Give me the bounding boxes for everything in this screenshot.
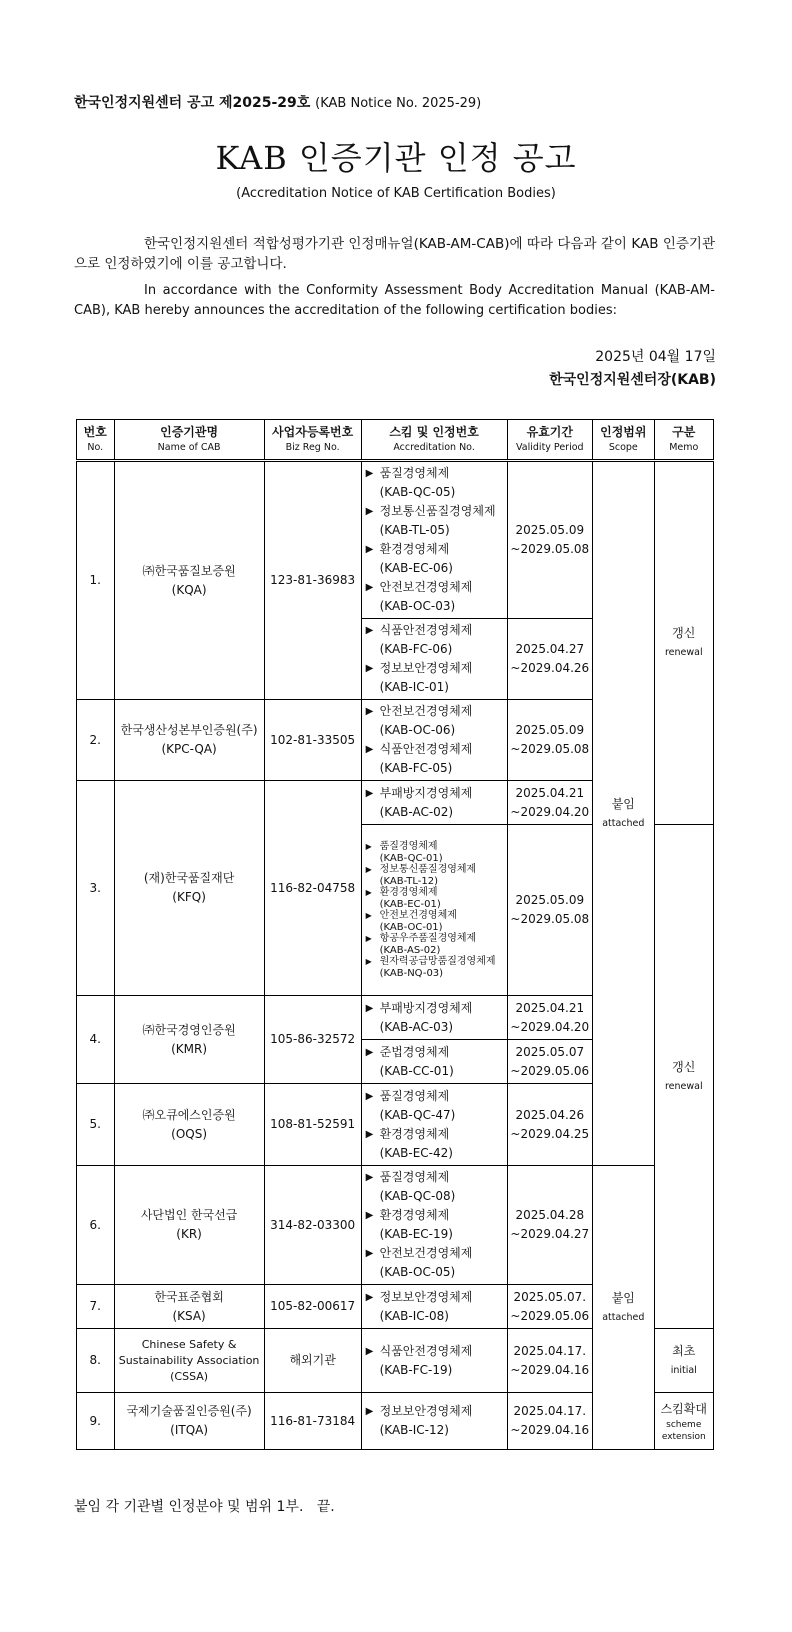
- header-validity: 유효기간 Validity Period: [507, 420, 592, 461]
- validity-period: 2025.04.28 ~2029.04.27: [507, 1166, 592, 1285]
- biz-reg-no: 314-82-03300: [264, 1166, 361, 1285]
- scheme-item: ▶ 품질경영체제 (KAB-QC-05): [366, 464, 503, 502]
- validity-period: 2025.04.17. ~2029.04.16: [507, 1329, 592, 1393]
- row-no: 3.: [77, 781, 115, 996]
- notice-number: [74, 92, 481, 112]
- biz-reg-no: 105-82-00617: [264, 1285, 361, 1329]
- cab-name: 한국생산성본부인증원(주) (KPC-QA): [114, 700, 264, 781]
- page-subtitle: (Accreditation Notice of KAB Certification Bodies): [236, 186, 556, 201]
- notice-number-en: (KAB Notice No. 2025-29): [315, 96, 482, 111]
- row-no: 5.: [77, 1084, 115, 1166]
- row-no: 6.: [77, 1166, 115, 1285]
- header-name: 인증기관명 Name of CAB: [114, 420, 264, 461]
- scheme-item: ▶ 정보보안경영체제 (KAB-IC-01): [366, 659, 503, 697]
- scheme-list: [361, 996, 507, 1040]
- scheme-list: [361, 700, 507, 781]
- validity-period: 2025.05.09 ~2029.05.08: [507, 461, 592, 619]
- scheme-item: ▶ 정보통신품질경영체제 (KAB-TL-05): [366, 502, 503, 540]
- header-scope: 인정범위 Scope: [593, 420, 655, 461]
- biz-reg-no: 123-81-36983: [264, 461, 361, 700]
- scheme-item: ▶ 항공우주품질경영체제 (KAB-AS-02): [366, 933, 503, 956]
- memo-cell-renewal-2: 갱신 renewal: [654, 825, 713, 1329]
- scheme-item: ▶ 환경경영체제 (KAB-EC-42): [366, 1125, 503, 1163]
- scheme-item: ▶ 안전보건경영체제 (KAB-OC-01): [366, 910, 503, 933]
- scheme-list: [361, 1393, 507, 1450]
- scheme-list: [361, 1285, 507, 1329]
- memo-cell-initial: 최초 initial: [654, 1329, 713, 1393]
- biz-reg-no: 102-81-33505: [264, 700, 361, 781]
- scheme-item: ▶ 정보보안경영체제 (KAB-IC-12): [366, 1402, 503, 1440]
- scheme-list: [361, 619, 507, 700]
- memo-cell-extension: 스킴확대 scheme extension: [654, 1393, 713, 1450]
- cab-name: Chinese Safety & Sustainability Association (CSSA): [114, 1329, 264, 1393]
- header-memo: 구분 Memo: [654, 420, 713, 461]
- scheme-item: ▶ 안전보건경영체제 (KAB-OC-05): [366, 1244, 503, 1282]
- page-title: KAB 인증기관 인정 공고: [215, 139, 577, 177]
- scheme-list: [361, 1166, 507, 1285]
- cab-name: (재)한국품질재단 (KFQ): [114, 781, 264, 996]
- cab-name: 사단법인 한국선급 (KR): [114, 1166, 264, 1285]
- validity-period: 2025.05.07. ~2029.05.06: [507, 1285, 592, 1329]
- validity-period: 2025.04.17. ~2029.04.16: [507, 1393, 592, 1450]
- intro-paragraph-ko: 한국인정지원센터 적합성평가기관 인정매뉴얼(KAB-AM-CAB)에 따라 다음과 같이 KAB 인증기관으로 인정하였기에 이를 공고합니다.: [74, 236, 716, 272]
- scheme-item: ▶ 식품안전경영체제 (KAB-FC-06): [366, 621, 503, 659]
- cab-name: ㈜오큐에스인증원 (OQS): [114, 1084, 264, 1166]
- scheme-list: [361, 825, 507, 996]
- scheme-item: ▶ 부패방지경영체제 (KAB-AC-02): [366, 784, 503, 822]
- scheme-list: [361, 781, 507, 825]
- biz-reg-no: 해외기관: [264, 1329, 361, 1393]
- scheme-item: ▶ 품질경영체제 (KAB-QC-08): [366, 1168, 503, 1206]
- scheme-item: ▶ 안전보건경영체제 (KAB-OC-06): [366, 702, 503, 740]
- scheme-list: [361, 1329, 507, 1393]
- row-no: 9.: [77, 1393, 115, 1450]
- validity-period: 2025.04.21 ~2029.04.20: [507, 996, 592, 1040]
- scheme-item: ▶ 식품안전경영체제 (KAB-FC-05): [366, 740, 503, 778]
- table-row: [77, 1166, 714, 1285]
- scheme-item: ▶ 품질경영체제 (KAB-QC-47): [366, 1087, 503, 1125]
- scope-cell-top: 붙임 attached: [593, 461, 655, 1166]
- biz-reg-no: 105-86-32572: [264, 996, 361, 1084]
- cab-name: ㈜한국품질보증원 (KQA): [114, 461, 264, 700]
- row-no: 2.: [77, 700, 115, 781]
- scheme-item: ▶ 환경경영체제 (KAB-EC-01): [366, 887, 503, 910]
- biz-reg-no: 116-81-73184: [264, 1393, 361, 1450]
- scheme-item: ▶ 원자력공급망품질경영체제 (KAB-NQ-03): [366, 956, 503, 979]
- row-no: 1.: [77, 461, 115, 700]
- notice-number-ko: 한국인정지원센터 공고 제2025-29호: [74, 95, 311, 111]
- cab-name: 한국표준협회 (KSA): [114, 1285, 264, 1329]
- memo-cell-renewal-1: 갱신 renewal: [654, 461, 713, 825]
- header-biz: 사업자등록번호 Biz Reg No.: [264, 420, 361, 461]
- validity-period: 2025.04.21 ~2029.04.20: [507, 781, 592, 825]
- issuer: 한국인정지원센터장(KAB): [549, 372, 716, 388]
- biz-reg-no: 108-81-52591: [264, 1084, 361, 1166]
- validity-period: 2025.05.07 ~2029.05.06: [507, 1040, 592, 1084]
- validity-period: 2025.04.27 ~2029.04.26: [507, 619, 592, 700]
- scheme-item: ▶ 환경경영체제 (KAB-EC-19): [366, 1206, 503, 1244]
- scheme-item: ▶ 식품안전경영체제 (KAB-FC-19): [366, 1342, 503, 1380]
- scheme-item: ▶ 정보통신품질경영체제 (KAB-TL-12): [366, 864, 503, 887]
- scheme-list: [361, 461, 507, 619]
- biz-reg-no: 116-82-04758: [264, 781, 361, 996]
- header-no: 번호 No.: [77, 420, 115, 461]
- intro-paragraph-en: In accordance with the Conformity Assessment Body Accreditation Manual (KAB-AM-CAB), KAB hereby announces the accreditation of the following certification bodies:: [74, 283, 715, 318]
- scheme-item: ▶ 환경경영체제 (KAB-EC-06): [366, 540, 503, 578]
- scheme-list: [361, 1084, 507, 1166]
- scheme-list: [361, 1040, 507, 1084]
- cab-name: 국제기술품질인증원(주) (ITQA): [114, 1393, 264, 1450]
- scheme-item: ▶ 정보보안경영체제 (KAB-IC-08): [366, 1288, 503, 1326]
- validity-period: 2025.05.09 ~2029.05.08: [507, 700, 592, 781]
- notice-date: 2025년 04월 17일: [595, 349, 716, 365]
- accreditation-table: [76, 419, 714, 1450]
- table-header: [77, 420, 714, 461]
- scheme-item: ▶ 품질경영체제 (KAB-QC-01): [366, 841, 503, 864]
- row-no: 4.: [77, 996, 115, 1084]
- row-no: 7.: [77, 1285, 115, 1329]
- scheme-item: ▶ 준법경영체제 (KAB-CC-01): [366, 1043, 503, 1081]
- cab-name: ㈜한국경영인증원 (KMR): [114, 996, 264, 1084]
- scheme-item: ▶ 안전보건경영체제 (KAB-OC-03): [366, 578, 503, 616]
- footer-note: 붙임 각 기관별 인정분야 및 범위 1부. 끝.: [74, 1499, 335, 1515]
- scheme-item: ▶ 부패방지경영체제 (KAB-AC-03): [366, 999, 503, 1037]
- row-no: 8.: [77, 1329, 115, 1393]
- table-row: [77, 461, 714, 619]
- scope-cell-bottom: 붙임 attached: [593, 1166, 655, 1450]
- validity-period: 2025.05.09 ~2029.05.08: [507, 825, 592, 996]
- validity-period: 2025.04.26 ~2029.04.25: [507, 1084, 592, 1166]
- header-scheme: 스킴 및 인정번호 Accreditation No.: [361, 420, 507, 461]
